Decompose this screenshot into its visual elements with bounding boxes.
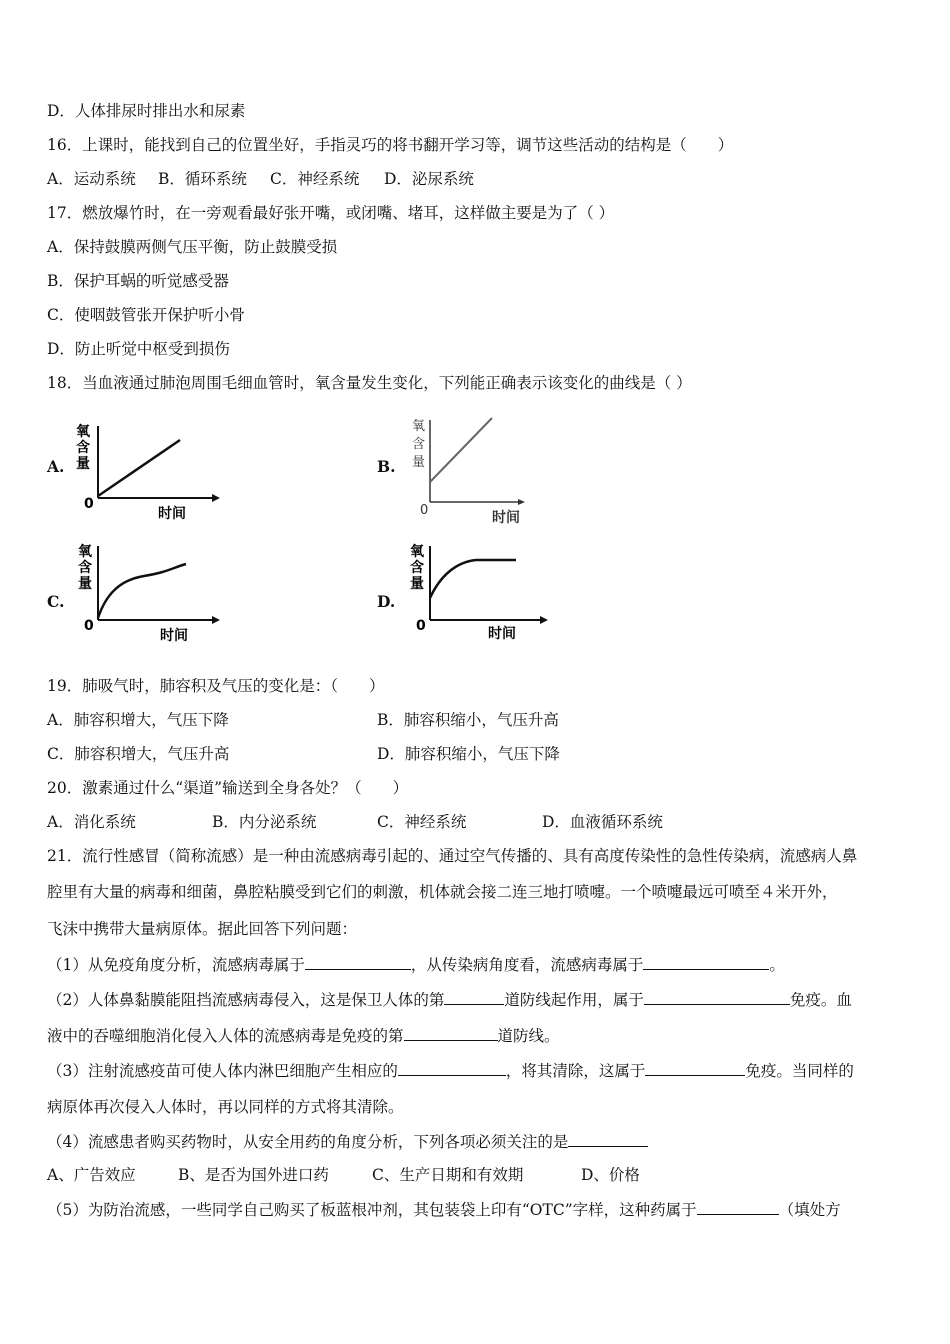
q21-part1-blank-1[interactable] xyxy=(305,953,411,970)
q17-option-a: A．保持鼓膜两侧气压平衡，防止鼓膜受损 xyxy=(47,238,338,256)
q21-part3-text-c: 免疫。当同样的 xyxy=(745,1062,854,1080)
graph-d-xlabel: 时间 xyxy=(488,626,516,642)
q21-part4 xyxy=(47,1130,648,1153)
q21-part4-option-d: D、价格 xyxy=(581,1166,640,1184)
graph-b-ylabel-2: 含 xyxy=(412,437,426,452)
graph-c-curve xyxy=(72,540,222,648)
q21-part3-blank-2[interactable] xyxy=(645,1059,745,1076)
q19-option-d: D．肺容积缩小，气压下降 xyxy=(377,745,560,763)
q20-option-a: A．消化系统 xyxy=(47,813,136,831)
q16-option-a: A．运动系统 xyxy=(47,170,136,188)
q15-option-d: D．人体排尿时排出水和尿素 xyxy=(47,102,246,120)
q17-option-b: B．保护耳蜗的听觉感受器 xyxy=(47,272,229,290)
graph-c-label: C. xyxy=(47,592,65,611)
q21-part4-blank[interactable] xyxy=(568,1130,648,1147)
q16-option-c: C．神经系统 xyxy=(270,170,360,188)
graph-c-ylabel-1: 氧 xyxy=(78,544,92,560)
q21-part2-text-e: 道防线。 xyxy=(497,1027,560,1045)
graph-a-ylabel-3: 量 xyxy=(76,456,90,472)
q20-option-d: D．血液循环系统 xyxy=(542,813,663,831)
graph-d-curve xyxy=(404,540,554,648)
q21-part4-option-c: C、生产日期和有效期 xyxy=(372,1166,524,1184)
q21-part5-blank[interactable] xyxy=(697,1198,779,1215)
graph-b-straight-line xyxy=(400,414,530,526)
q19-option-c: C．肺容积增大，气压升高 xyxy=(47,745,230,763)
q17-stem: 17．燃放爆竹时，在一旁观看最好张开嘴，或闭嘴、堵耳，这样做主要是为了（ ） xyxy=(47,204,615,222)
q21-part4-option-a: A、广告效应 xyxy=(47,1166,136,1184)
q21-part2-text-a: （2）人体鼻黏膜能阻挡流感病毒侵入，这是保卫人体的第 xyxy=(47,991,445,1009)
q17-option-c: C．使咽鼓管张开保护听小骨 xyxy=(47,306,245,324)
q21-part2-text-b: 道防线起作用，属于 xyxy=(504,991,644,1009)
q19-option-b: B．肺容积缩小，气压升高 xyxy=(377,711,559,729)
q21-part5-text-b: （填处方 xyxy=(778,1201,841,1219)
q20-option-b: B．内分泌系统 xyxy=(212,813,317,831)
q18-stem: 18．当血液通过肺泡周围毛细血管时，氧含量发生变化，下列能正确表示该变化的曲线是（ ） xyxy=(47,374,692,392)
q21-part3-text-b: ，将其清除，这属于 xyxy=(505,1062,646,1080)
graph-d-label: D. xyxy=(377,592,396,611)
graph-a-origin: 0 xyxy=(84,496,94,512)
q21-part3-blank-1[interactable] xyxy=(398,1059,506,1076)
q21-part2-line1 xyxy=(47,988,852,1011)
graph-c-origin: 0 xyxy=(84,618,94,634)
q21-stem-line3: 飞沫中携带大量病原体。据此回答下列问题： xyxy=(47,920,358,938)
q21-part2-blank-1[interactable] xyxy=(444,988,504,1005)
q16-stem: 16．上课时，能找到自己的位置坐好，手指灵巧的将书翻开学习等，调节这些活动的结构是（ ） xyxy=(47,136,734,154)
q21-part1-blank-2[interactable] xyxy=(643,953,769,970)
q21-part1-text-a: （1）从免疫角度分析，流感病毒属于 xyxy=(47,956,305,974)
graph-b-ylabel-3: 量 xyxy=(412,455,426,470)
q16-option-d: D．泌尿系统 xyxy=(384,170,474,188)
graph-a-label: A. xyxy=(47,457,65,476)
q21-part5 xyxy=(47,1198,841,1221)
graph-b-ylabel-1: 氧 xyxy=(412,419,426,434)
graph-a-ylabel-2: 含 xyxy=(76,440,90,456)
q21-part3-line2: 病原体再次侵入人体时，再以同样的方式将其清除。 xyxy=(47,1098,404,1116)
q21-part4-option-b: B、是否为国外进口药 xyxy=(178,1166,329,1184)
q21-part5-text-a: （5）为防治流感，一些同学自己购买了板蓝根冲剂，其包装袋上印有“OTC”字样，这种药属于 xyxy=(47,1201,697,1219)
graph-d-ylabel-2: 含 xyxy=(410,560,424,576)
q17-option-d: D．防止听觉中枢受到损伤 xyxy=(47,340,230,358)
graph-b-label: B. xyxy=(377,457,396,476)
q21-part2-text-c: 免疫。血 xyxy=(789,991,852,1009)
q20-option-c: C．神经系统 xyxy=(377,813,467,831)
graph-b-origin: 0 xyxy=(420,503,429,518)
graph-d-ylabel-1: 氧 xyxy=(410,544,424,560)
q21-part2-text-d: 液中的吞噬细胞消化侵入人体的流感病毒是免疫的第 xyxy=(47,1027,404,1045)
graph-c-ylabel-2: 含 xyxy=(78,560,92,576)
graph-c-xlabel: 时间 xyxy=(160,628,188,644)
q19-stem: 19．肺吸气时，肺容积及气压的变化是：（ ） xyxy=(47,677,385,695)
q21-part1 xyxy=(47,953,785,976)
q21-part2-blank-2[interactable] xyxy=(644,988,790,1005)
q21-part4-text: （4）流感患者购买药物时，从安全用药的角度分析，下列各项必须关注的是 xyxy=(47,1133,569,1151)
q21-part1-text-b: ，从传染病角度看，流感病毒属于 xyxy=(410,956,644,974)
graph-a-xlabel: 时间 xyxy=(158,506,186,522)
graph-a-straight-line xyxy=(72,420,222,525)
q21-part2-line2 xyxy=(47,1024,560,1047)
q20-stem: 20．激素通过什么“渠道”输送到全身各处？（ ） xyxy=(47,779,409,797)
q21-part1-text-c: 。 xyxy=(769,956,785,974)
graph-d-origin: 0 xyxy=(416,618,426,634)
graph-d-ylabel-3: 量 xyxy=(410,576,424,592)
q21-part3-line1 xyxy=(47,1059,854,1082)
q21-stem-line1: 21．流行性感冒（简称流感）是一种由流感病毒引起的、通过空气传播的、具有高度传染性的急性传染病，流感病人鼻 xyxy=(47,847,858,865)
graph-a-ylabel-1: 氧 xyxy=(76,424,90,440)
q21-part3-text-a: （3）注射流感疫苗可使人体内淋巴细胞产生相应的 xyxy=(47,1062,398,1080)
q19-option-a: A．肺容积增大，气压下降 xyxy=(47,711,229,729)
q21-part2-blank-3[interactable] xyxy=(404,1024,498,1041)
graph-c-ylabel-3: 量 xyxy=(78,576,92,592)
q16-option-b: B．循环系统 xyxy=(158,170,247,188)
q21-stem-line2: 腔里有大量的病毒和细菌，鼻腔粘膜受到它们的刺激，机体就会接二连三地打喷嚏。一个喷嚏最远可喷至４米开外， xyxy=(47,883,838,901)
graph-b-xlabel: 时间 xyxy=(492,510,520,526)
